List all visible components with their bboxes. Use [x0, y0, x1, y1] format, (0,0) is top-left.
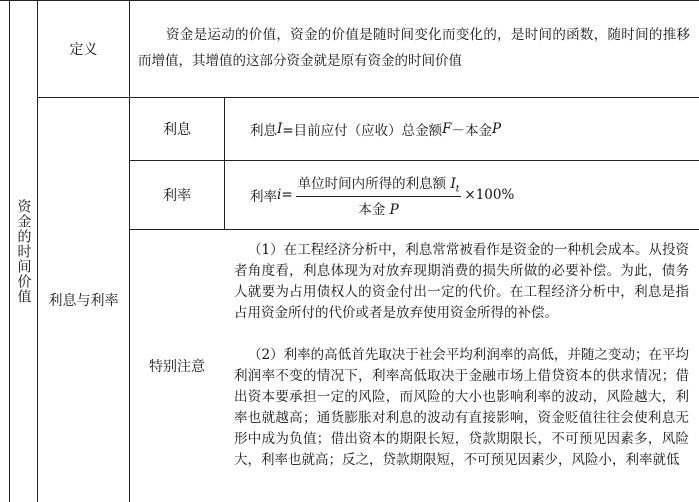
rate-fraction: [296, 172, 462, 218]
rate-num-var: I: [450, 176, 456, 193]
interest-mid: =目前应付（应收）总金额: [282, 123, 443, 139]
definition-text: 资金是运动的价值，资金的价值是随时间变化而变化的，是时间的函数，随时间的推移而增值，其增值的这部分资金就是原有资金的时间价值: [138, 27, 690, 69]
interest-formula: [250, 98, 501, 160]
rate-numerator-text: 单位时间内所得的利息额: [297, 176, 451, 193]
rate-prefix: 利率: [250, 189, 277, 205]
interest-label-cell: [130, 98, 224, 160]
interest-tail: －本金: [451, 123, 493, 139]
rate-num-sub: t: [455, 184, 460, 195]
category-cell: [10, 0, 37, 502]
rate-label: 利率: [163, 188, 191, 204]
interest-group-label: 利息与利率: [48, 293, 119, 309]
interest-label: 利息: [163, 122, 191, 138]
rate-den-var: P: [389, 201, 399, 218]
rate-eq: =: [281, 187, 293, 203]
notes-paragraph-2: （2）利率的高低首先取决于社会平均利润率的高低，并随之变动；在平均利润率不变的情况下，利率高低取决于金融市场上借贷资本的供求情况；借出资本要承担一定的风险，而风险的大小也影响利率的波动，风险越大，利率也就越高；通货膨胀对利息的波动有直接影响，资金贬值往往会使利息无形中成为负值；借出资本的期限长短，贷款期限长，不可预见因素多，风险大，利率也就高；反之，贷款期限短，不可预见因素少，风险小，利率就低: [234, 347, 689, 468]
rate-formula: [250, 161, 514, 229]
rate-denominator: [358, 197, 398, 218]
rate-var-i: i: [277, 187, 282, 203]
category-label: 资金的时间价值: [15, 198, 32, 304]
interest-var-f: F: [442, 121, 452, 137]
rate-label-cell: [130, 161, 224, 229]
interest-var-i: I: [277, 121, 283, 137]
definition-label-cell: [38, 1, 129, 97]
notes-paragraph-1: （1）在工程经济分析中，利息常常被看作是资金的一种机会成本。从投资者角度看，利息体现为对放弃现期消费的损失所做的必要补偿。为此，债务人就要为占用债权人的资金付出一定的代价。在工程经济分析中，利息是指占用资金所付的代价或者是放弃使用资金所得的补偿。: [234, 242, 689, 321]
rate-suffix: ×100%: [464, 187, 515, 203]
rate-numerator: [296, 172, 462, 197]
notes-label: 特别注意: [149, 359, 205, 375]
rate-denominator-text: 本金: [358, 201, 390, 218]
interest-var-p: P: [492, 121, 502, 137]
interest-prefix: 利息: [250, 123, 277, 139]
divider-col3: [224, 97, 225, 229]
notes-label-cell: [130, 230, 224, 502]
interest-group-label-cell: [38, 98, 129, 502]
definition-label: 定义: [69, 42, 98, 58]
